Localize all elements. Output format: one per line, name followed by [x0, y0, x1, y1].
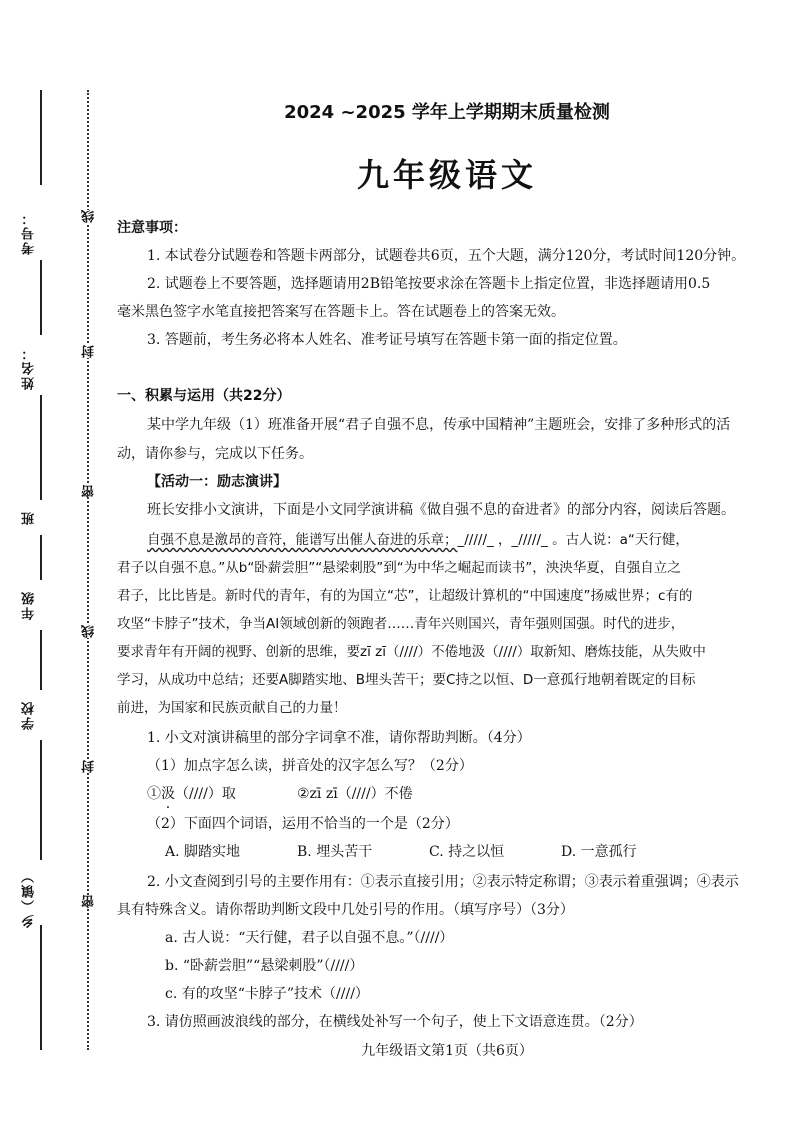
wavy-underlined-sentence: 自强不息是激昂的音符，能谱写出催人奋进的乐章； [147, 532, 458, 548]
option-b: B. 埋头苦干 [297, 844, 373, 860]
notice-line: 1. 本试卷分试题卷和答题卡两部分，试题卷共6页，五个大题，满分120分，考试时间120分钟。 [147, 248, 746, 264]
margin-rule [40, 630, 42, 690]
fold-word: 封 [82, 345, 97, 358]
township-label: 乡（镇） [22, 868, 37, 928]
speech-line: 攻坚“卡脖子”技术，争当AI领域创新的领跑者……青年兴则国兴，青年强则国强。时代的进步， [117, 616, 685, 632]
speech-line: 学习，从成功中总结；还要A脚踏实地、B埋头苦干；要C持之以恒、D一意孤行地朝着既定的目标 [117, 672, 696, 688]
section-intro: 某中学九年级（1）班准备开展“君子自强不息，传承中国精神”主题班会，安排了多种形式的活 [147, 417, 731, 433]
fold-word: 密 [82, 895, 97, 908]
option-d: D. 一意孤行 [561, 844, 637, 860]
class-label: 班 [22, 510, 37, 525]
question-1-1: （1）加点字怎么读，拼音处的汉字怎么写？（2分） [147, 758, 473, 774]
binding-margin [0, 0, 110, 1123]
question-2: 具有特殊含义。请你帮助判断文段中几处引号的作用。（填写序号）（3分） [117, 902, 574, 918]
name-label: 姓名： [22, 345, 37, 390]
fill-blanks: _/////_ ，_/////_ 。古人说：a“天行健， [457, 532, 689, 548]
grade-label: 年级 [22, 590, 37, 620]
question-2-item-a: a. 古人说：“天行健，君子以自强不息。”（////） [165, 930, 454, 946]
notice-heading: 注意事项： [117, 220, 187, 236]
option-c: C. 持之以恒 [429, 844, 505, 860]
subject-title: 九年级语文 [356, 156, 537, 194]
speech-line: 前进，为国家和民族贡献自己的力量！ [117, 700, 347, 716]
question-1: 1. 小文对演讲稿里的部分字词拿不准，请你帮助判断。（4分） [147, 730, 531, 746]
exam-title: 2024 ~2025 学年上学期期末质量检测 [284, 102, 610, 123]
task-text: 班长安排小文演讲，下面是小文同学演讲稿《做自强不息的奋进者》的部分内容，阅读后答题。 [147, 502, 735, 518]
speech-line: 君子以自强不息。”从b“卧薪尝胆”“悬梁刺股”到“为中华之崛起而读书”，泱泱华夏，自强自立之 [117, 560, 681, 576]
notice-line: 3. 答题前，考生务必将本人姓名、准考证号填写在答题卡第一面的指定位置。 [147, 332, 627, 348]
section-heading: 一、积累与运用（共22分） [117, 388, 291, 404]
exam-number-label: 考号： [22, 210, 37, 255]
fold-word: 封 [82, 760, 97, 773]
dotted-char: 汲 [161, 786, 175, 802]
notice-line: 2. 试题卷上不要答题，选择题请用2B铅笔按要求涂在答题卡上指定位置，非选择题请用0.5 [147, 276, 711, 292]
speech-line: 要求青年有开阔的视野、创新的思维，要zī zī（////）不倦地汲（////）取新知、磨炼技能，从失败中 [117, 644, 706, 660]
speech-line [147, 530, 689, 550]
question-2-item-b: b. “卧薪尝胆”“悬梁刺股”（////） [165, 958, 364, 974]
margin-rule [40, 925, 42, 1050]
question-2: 2. 小文查阅到引号的主要作用有：①表示直接引用；②表示特定称谓；③表示着重强调；④表示 [147, 874, 739, 890]
question-1-2: （2）下面四个词语，运用不恰当的一个是（2分） [147, 816, 459, 832]
section-intro: 动，请你参与，完成以下任务。 [117, 446, 313, 462]
question-3: 3. 请仿照画波浪线的部分，在横线处补写一个句子，使上下文语意连贯。（2分） [147, 1014, 643, 1030]
item-number: ① [147, 786, 161, 802]
notice-line: 毫米黑色签字水笔直接把答案写在答题卡上。答在试题卷上的答案无效。 [117, 304, 565, 320]
page-footer: 九年级语文第1页（共6页） [361, 1043, 533, 1059]
margin-rule [40, 740, 42, 860]
speech-line: 君子，比比皆是。新时代的青年，有的为国立“芯”，让超级计算机的“中国速度”扬威世界；c有的 [117, 588, 693, 604]
fold-word: 线 [82, 625, 97, 638]
question-1-1-item: ②zī zī（////）不倦 [297, 786, 413, 802]
fold-word: 密 [82, 485, 97, 498]
margin-rule [40, 535, 42, 580]
activity-title: 【活动一：励志演讲】 [147, 474, 287, 490]
margin-rule [40, 90, 42, 185]
item-blank: （////）取 [175, 786, 236, 802]
school-label: 学校 [22, 700, 37, 730]
fold-word: 线 [82, 210, 97, 223]
margin-rule [40, 260, 42, 335]
margin-rule [40, 395, 42, 500]
option-a: A. 脚踏实地 [165, 844, 241, 860]
question-1-1-item [147, 784, 236, 804]
question-2-item-c: c. 有的攻坚“卡脖子”技术（////） [165, 986, 369, 1002]
